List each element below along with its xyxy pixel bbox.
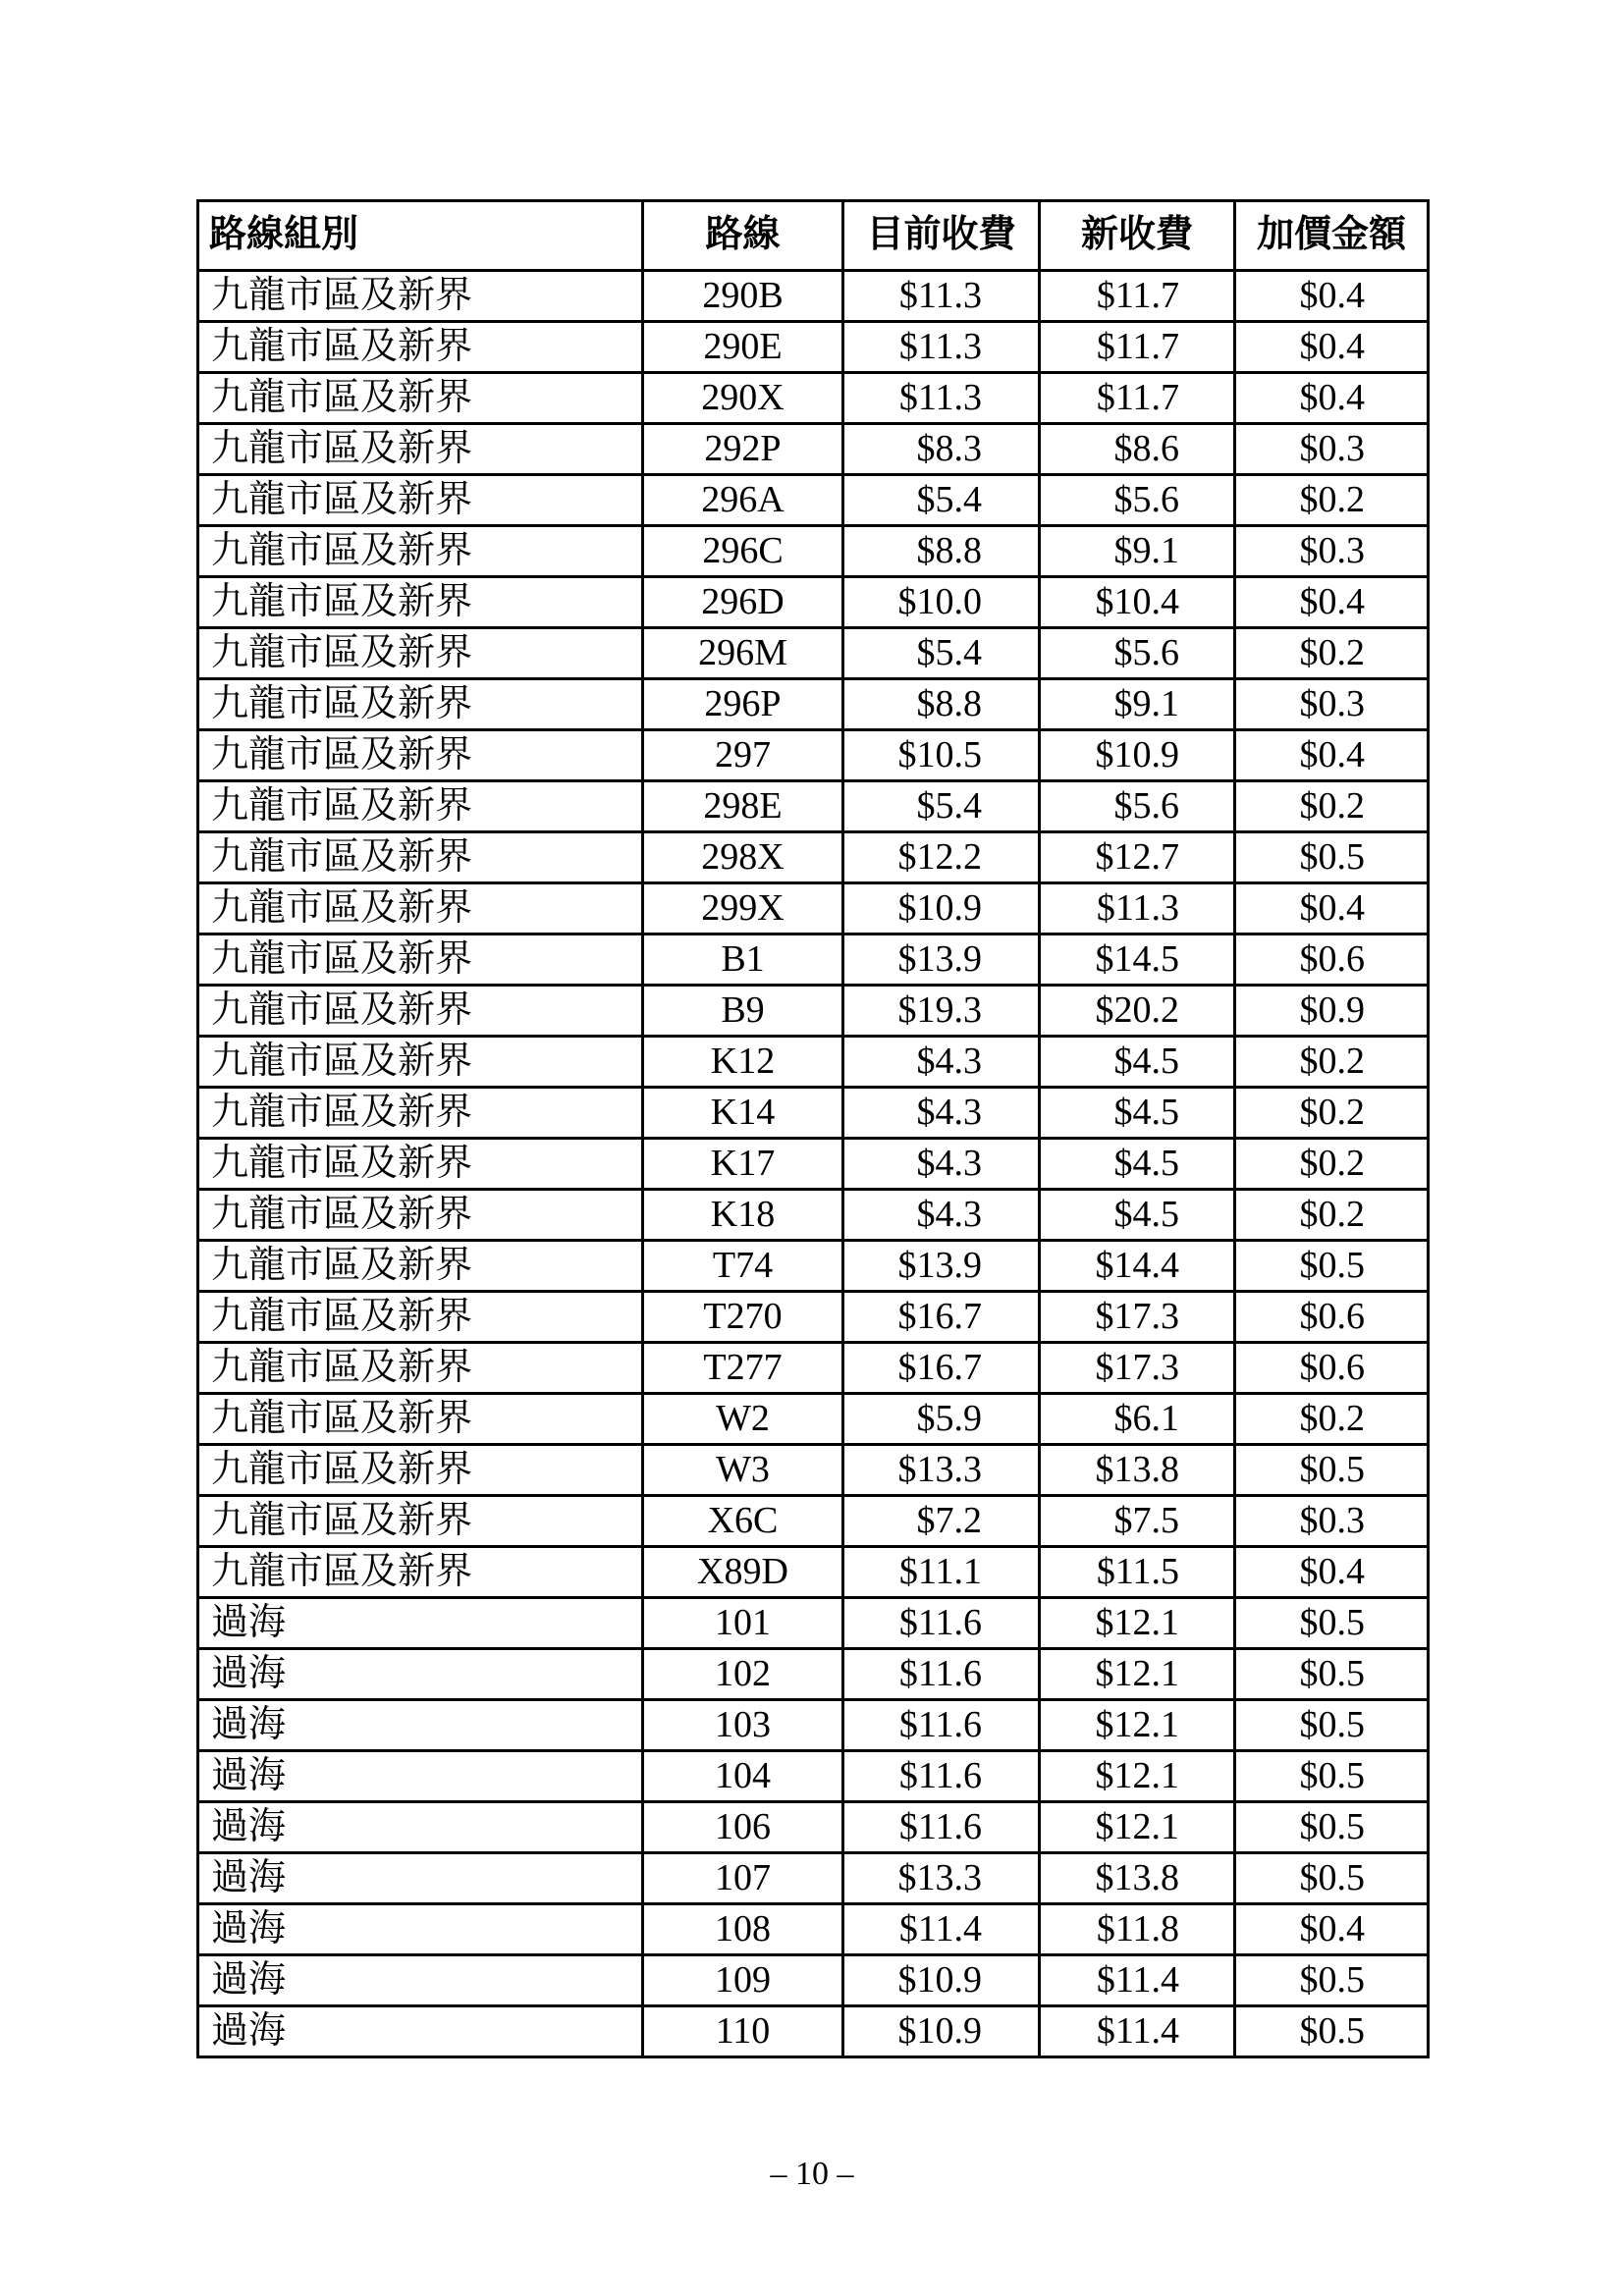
table-row bbox=[198, 1547, 1429, 1598]
current-fare-cell: $11.6 bbox=[843, 1649, 1040, 1700]
table-header-row bbox=[198, 201, 1429, 271]
new-fare-cell: $11.7 bbox=[1040, 322, 1235, 373]
header-increase-amount: 加價金額 bbox=[1235, 201, 1429, 271]
table-row bbox=[198, 373, 1429, 424]
route-group-cell: 九龍市區及新界 bbox=[198, 1139, 643, 1190]
new-fare-cell: $12.7 bbox=[1040, 832, 1235, 883]
new-fare-cell: $14.4 bbox=[1040, 1241, 1235, 1292]
route-group-cell: 九龍市區及新界 bbox=[198, 526, 643, 577]
route-group-cell: 九龍市區及新界 bbox=[198, 1547, 643, 1598]
route-cell: K12 bbox=[643, 1037, 843, 1088]
new-fare-cell: $10.9 bbox=[1040, 730, 1235, 781]
increase-amount-cell: $0.4 bbox=[1235, 271, 1429, 322]
route-cell: 110 bbox=[643, 2006, 843, 2057]
new-fare-cell: $11.3 bbox=[1040, 883, 1235, 934]
header-new-fare: 新收費 bbox=[1040, 201, 1235, 271]
table-row bbox=[198, 781, 1429, 832]
new-fare-cell: $11.5 bbox=[1040, 1547, 1235, 1598]
route-group-cell: 九龍市區及新界 bbox=[198, 730, 643, 781]
increase-amount-cell: $0.4 bbox=[1235, 1547, 1429, 1598]
new-fare-cell: $11.4 bbox=[1040, 2006, 1235, 2057]
new-fare-cell: $12.1 bbox=[1040, 1649, 1235, 1700]
new-fare-cell: $17.3 bbox=[1040, 1292, 1235, 1343]
route-cell: 290X bbox=[643, 373, 843, 424]
route-cell: T270 bbox=[643, 1292, 843, 1343]
new-fare-cell: $11.4 bbox=[1040, 1955, 1235, 2006]
route-group-cell: 過海 bbox=[198, 1955, 643, 2006]
increase-amount-cell: $0.5 bbox=[1235, 832, 1429, 883]
route-cell: 296C bbox=[643, 526, 843, 577]
page-number: – 10 – bbox=[770, 2156, 854, 2192]
table-row bbox=[198, 1445, 1429, 1496]
increase-amount-cell: $0.3 bbox=[1235, 679, 1429, 730]
route-cell: 299X bbox=[643, 883, 843, 934]
route-cell: T74 bbox=[643, 1241, 843, 1292]
new-fare-cell: $17.3 bbox=[1040, 1343, 1235, 1394]
increase-amount-cell: $0.5 bbox=[1235, 1241, 1429, 1292]
route-group-cell: 過海 bbox=[198, 1904, 643, 1955]
increase-amount-cell: $0.2 bbox=[1235, 1190, 1429, 1241]
table-row bbox=[198, 883, 1429, 934]
increase-amount-cell: $0.5 bbox=[1235, 1445, 1429, 1496]
increase-amount-cell: $0.5 bbox=[1235, 1649, 1429, 1700]
increase-amount-cell: $0.4 bbox=[1235, 883, 1429, 934]
route-group-cell: 九龍市區及新界 bbox=[198, 679, 643, 730]
route-group-cell: 九龍市區及新界 bbox=[198, 322, 643, 373]
route-cell: K17 bbox=[643, 1139, 843, 1190]
route-cell: 296A bbox=[643, 475, 843, 526]
route-group-cell: 九龍市區及新界 bbox=[198, 424, 643, 475]
route-group-cell: 過海 bbox=[198, 1649, 643, 1700]
table-row bbox=[198, 577, 1429, 628]
table-row bbox=[198, 1037, 1429, 1088]
route-group-cell: 九龍市區及新界 bbox=[198, 1445, 643, 1496]
route-group-cell: 九龍市區及新界 bbox=[198, 271, 643, 322]
route-cell: 296M bbox=[643, 628, 843, 679]
route-group-cell: 過海 bbox=[198, 1802, 643, 1853]
route-group-cell: 過海 bbox=[198, 2006, 643, 2057]
table-row bbox=[198, 271, 1429, 322]
current-fare-cell: $5.4 bbox=[843, 781, 1040, 832]
route-group-cell: 九龍市區及新界 bbox=[198, 628, 643, 679]
new-fare-cell: $5.6 bbox=[1040, 475, 1235, 526]
table-row bbox=[198, 1496, 1429, 1547]
current-fare-cell: $11.6 bbox=[843, 1598, 1040, 1649]
increase-amount-cell: $0.2 bbox=[1235, 628, 1429, 679]
route-cell: 290B bbox=[643, 271, 843, 322]
current-fare-cell: $12.2 bbox=[843, 832, 1040, 883]
increase-amount-cell: $0.6 bbox=[1235, 1343, 1429, 1394]
increase-amount-cell: $0.5 bbox=[1235, 1853, 1429, 1904]
current-fare-cell: $16.7 bbox=[843, 1292, 1040, 1343]
new-fare-cell: $4.5 bbox=[1040, 1139, 1235, 1190]
current-fare-cell: $8.8 bbox=[843, 526, 1040, 577]
new-fare-cell: $4.5 bbox=[1040, 1190, 1235, 1241]
table-row bbox=[198, 424, 1429, 475]
table-row bbox=[198, 934, 1429, 986]
route-cell: 290E bbox=[643, 322, 843, 373]
current-fare-cell: $16.7 bbox=[843, 1343, 1040, 1394]
table-row bbox=[198, 1853, 1429, 1904]
current-fare-cell: $13.3 bbox=[843, 1445, 1040, 1496]
route-cell: 108 bbox=[643, 1904, 843, 1955]
new-fare-cell: $11.7 bbox=[1040, 373, 1235, 424]
table-row bbox=[198, 1802, 1429, 1853]
route-group-cell: 過海 bbox=[198, 1598, 643, 1649]
route-group-cell: 九龍市區及新界 bbox=[198, 781, 643, 832]
route-group-cell: 九龍市區及新界 bbox=[198, 373, 643, 424]
route-cell: K14 bbox=[643, 1088, 843, 1139]
table-row bbox=[198, 1955, 1429, 2006]
current-fare-cell: $4.3 bbox=[843, 1037, 1040, 1088]
route-group-cell: 九龍市區及新界 bbox=[198, 1190, 643, 1241]
route-group-cell: 九龍市區及新界 bbox=[198, 986, 643, 1037]
current-fare-cell: $4.3 bbox=[843, 1088, 1040, 1139]
route-cell: 109 bbox=[643, 1955, 843, 2006]
new-fare-cell: $20.2 bbox=[1040, 986, 1235, 1037]
increase-amount-cell: $0.2 bbox=[1235, 781, 1429, 832]
current-fare-cell: $11.6 bbox=[843, 1802, 1040, 1853]
header-route: 路線 bbox=[643, 201, 843, 271]
new-fare-cell: $9.1 bbox=[1040, 526, 1235, 577]
current-fare-cell: $13.9 bbox=[843, 1241, 1040, 1292]
route-group-cell: 過海 bbox=[198, 1700, 643, 1751]
route-cell: 101 bbox=[643, 1598, 843, 1649]
route-cell: 106 bbox=[643, 1802, 843, 1853]
table-row bbox=[198, 1190, 1429, 1241]
route-group-cell: 九龍市區及新界 bbox=[198, 832, 643, 883]
table-row bbox=[198, 1904, 1429, 1955]
route-cell: X6C bbox=[643, 1496, 843, 1547]
current-fare-cell: $7.2 bbox=[843, 1496, 1040, 1547]
current-fare-cell: $10.5 bbox=[843, 730, 1040, 781]
table-row bbox=[198, 1700, 1429, 1751]
new-fare-cell: $13.8 bbox=[1040, 1853, 1235, 1904]
current-fare-cell: $11.6 bbox=[843, 1700, 1040, 1751]
current-fare-cell: $5.4 bbox=[843, 628, 1040, 679]
route-cell: 297 bbox=[643, 730, 843, 781]
increase-amount-cell: $0.2 bbox=[1235, 1139, 1429, 1190]
table-row bbox=[198, 2006, 1429, 2057]
route-group-cell: 九龍市區及新界 bbox=[198, 1496, 643, 1547]
current-fare-cell: $11.4 bbox=[843, 1904, 1040, 1955]
current-fare-cell: $5.9 bbox=[843, 1394, 1040, 1445]
current-fare-cell: $13.3 bbox=[843, 1853, 1040, 1904]
current-fare-cell: $10.9 bbox=[843, 1955, 1040, 2006]
current-fare-cell: $11.3 bbox=[843, 271, 1040, 322]
table-row bbox=[198, 628, 1429, 679]
current-fare-cell: $11.1 bbox=[843, 1547, 1040, 1598]
increase-amount-cell: $0.3 bbox=[1235, 1496, 1429, 1547]
table-row bbox=[198, 679, 1429, 730]
new-fare-cell: $6.1 bbox=[1040, 1394, 1235, 1445]
increase-amount-cell: $0.5 bbox=[1235, 2006, 1429, 2057]
current-fare-cell: $13.9 bbox=[843, 934, 1040, 986]
new-fare-cell: $13.8 bbox=[1040, 1445, 1235, 1496]
new-fare-cell: $14.5 bbox=[1040, 934, 1235, 986]
new-fare-cell: $9.1 bbox=[1040, 679, 1235, 730]
table-row bbox=[198, 1139, 1429, 1190]
new-fare-cell: $4.5 bbox=[1040, 1037, 1235, 1088]
route-group-cell: 過海 bbox=[198, 1853, 643, 1904]
new-fare-cell: $12.1 bbox=[1040, 1700, 1235, 1751]
table-row bbox=[198, 730, 1429, 781]
fare-table-body bbox=[198, 271, 1429, 2057]
header-route-group: 路線組別 bbox=[198, 201, 643, 271]
route-group-cell: 九龍市區及新界 bbox=[198, 1037, 643, 1088]
route-cell: B9 bbox=[643, 986, 843, 1037]
route-cell: 103 bbox=[643, 1700, 843, 1751]
table-row bbox=[198, 1598, 1429, 1649]
route-group-cell: 九龍市區及新界 bbox=[198, 1394, 643, 1445]
current-fare-cell: $4.3 bbox=[843, 1139, 1040, 1190]
current-fare-cell: $19.3 bbox=[843, 986, 1040, 1037]
table-row bbox=[198, 1292, 1429, 1343]
table-row bbox=[198, 986, 1429, 1037]
route-group-cell: 九龍市區及新界 bbox=[198, 1343, 643, 1394]
route-cell: 107 bbox=[643, 1853, 843, 1904]
increase-amount-cell: $0.9 bbox=[1235, 986, 1429, 1037]
table-row bbox=[198, 1649, 1429, 1700]
increase-amount-cell: $0.6 bbox=[1235, 934, 1429, 986]
current-fare-cell: $10.9 bbox=[843, 883, 1040, 934]
route-cell: X89D bbox=[643, 1547, 843, 1598]
route-cell: 104 bbox=[643, 1751, 843, 1802]
increase-amount-cell: $0.5 bbox=[1235, 1955, 1429, 2006]
increase-amount-cell: $0.4 bbox=[1235, 373, 1429, 424]
increase-amount-cell: $0.5 bbox=[1235, 1751, 1429, 1802]
route-group-cell: 九龍市區及新界 bbox=[198, 1292, 643, 1343]
table-row bbox=[198, 526, 1429, 577]
increase-amount-cell: $0.6 bbox=[1235, 1292, 1429, 1343]
increase-amount-cell: $0.5 bbox=[1235, 1598, 1429, 1649]
table-row bbox=[198, 1394, 1429, 1445]
increase-amount-cell: $0.4 bbox=[1235, 730, 1429, 781]
new-fare-cell: $12.1 bbox=[1040, 1802, 1235, 1853]
current-fare-cell: $5.4 bbox=[843, 475, 1040, 526]
route-cell: 298X bbox=[643, 832, 843, 883]
route-cell: 102 bbox=[643, 1649, 843, 1700]
current-fare-cell: $11.3 bbox=[843, 322, 1040, 373]
new-fare-cell: $7.5 bbox=[1040, 1496, 1235, 1547]
new-fare-cell: $5.6 bbox=[1040, 781, 1235, 832]
table-row bbox=[198, 832, 1429, 883]
route-cell: 298E bbox=[643, 781, 843, 832]
increase-amount-cell: $0.2 bbox=[1235, 475, 1429, 526]
route-group-cell: 過海 bbox=[198, 1751, 643, 1802]
table-row bbox=[198, 322, 1429, 373]
route-group-cell: 九龍市區及新界 bbox=[198, 475, 643, 526]
new-fare-cell: $10.4 bbox=[1040, 577, 1235, 628]
increase-amount-cell: $0.4 bbox=[1235, 1904, 1429, 1955]
current-fare-cell: $10.9 bbox=[843, 2006, 1040, 2057]
table-row bbox=[198, 475, 1429, 526]
current-fare-cell: $11.3 bbox=[843, 373, 1040, 424]
route-cell: 296P bbox=[643, 679, 843, 730]
table-row bbox=[198, 1343, 1429, 1394]
route-group-cell: 九龍市區及新界 bbox=[198, 1088, 643, 1139]
header-current-fare: 目前收費 bbox=[843, 201, 1040, 271]
increase-amount-cell: $0.4 bbox=[1235, 322, 1429, 373]
increase-amount-cell: $0.4 bbox=[1235, 577, 1429, 628]
increase-amount-cell: $0.5 bbox=[1235, 1700, 1429, 1751]
current-fare-cell: $4.3 bbox=[843, 1190, 1040, 1241]
bus-fare-table bbox=[196, 199, 1430, 2058]
route-group-cell: 九龍市區及新界 bbox=[198, 934, 643, 986]
increase-amount-cell: $0.5 bbox=[1235, 1802, 1429, 1853]
route-group-cell: 九龍市區及新界 bbox=[198, 1241, 643, 1292]
new-fare-cell: $4.5 bbox=[1040, 1088, 1235, 1139]
increase-amount-cell: $0.3 bbox=[1235, 424, 1429, 475]
route-cell: B1 bbox=[643, 934, 843, 986]
table-row bbox=[198, 1751, 1429, 1802]
route-group-cell: 九龍市區及新界 bbox=[198, 577, 643, 628]
route-cell: K18 bbox=[643, 1190, 843, 1241]
current-fare-cell: $11.6 bbox=[843, 1751, 1040, 1802]
new-fare-cell: $5.6 bbox=[1040, 628, 1235, 679]
new-fare-cell: $11.8 bbox=[1040, 1904, 1235, 1955]
new-fare-cell: $12.1 bbox=[1040, 1751, 1235, 1802]
increase-amount-cell: $0.2 bbox=[1235, 1037, 1429, 1088]
table-row bbox=[198, 1088, 1429, 1139]
new-fare-cell: $11.7 bbox=[1040, 271, 1235, 322]
table-row bbox=[198, 1241, 1429, 1292]
route-cell: T277 bbox=[643, 1343, 843, 1394]
current-fare-cell: $8.8 bbox=[843, 679, 1040, 730]
new-fare-cell: $8.6 bbox=[1040, 424, 1235, 475]
increase-amount-cell: $0.2 bbox=[1235, 1394, 1429, 1445]
route-group-cell: 九龍市區及新界 bbox=[198, 883, 643, 934]
increase-amount-cell: $0.3 bbox=[1235, 526, 1429, 577]
current-fare-cell: $8.3 bbox=[843, 424, 1040, 475]
current-fare-cell: $10.0 bbox=[843, 577, 1040, 628]
route-cell: W2 bbox=[643, 1394, 843, 1445]
route-cell: W3 bbox=[643, 1445, 843, 1496]
route-cell: 292P bbox=[643, 424, 843, 475]
new-fare-cell: $12.1 bbox=[1040, 1598, 1235, 1649]
increase-amount-cell: $0.2 bbox=[1235, 1088, 1429, 1139]
route-cell: 296D bbox=[643, 577, 843, 628]
